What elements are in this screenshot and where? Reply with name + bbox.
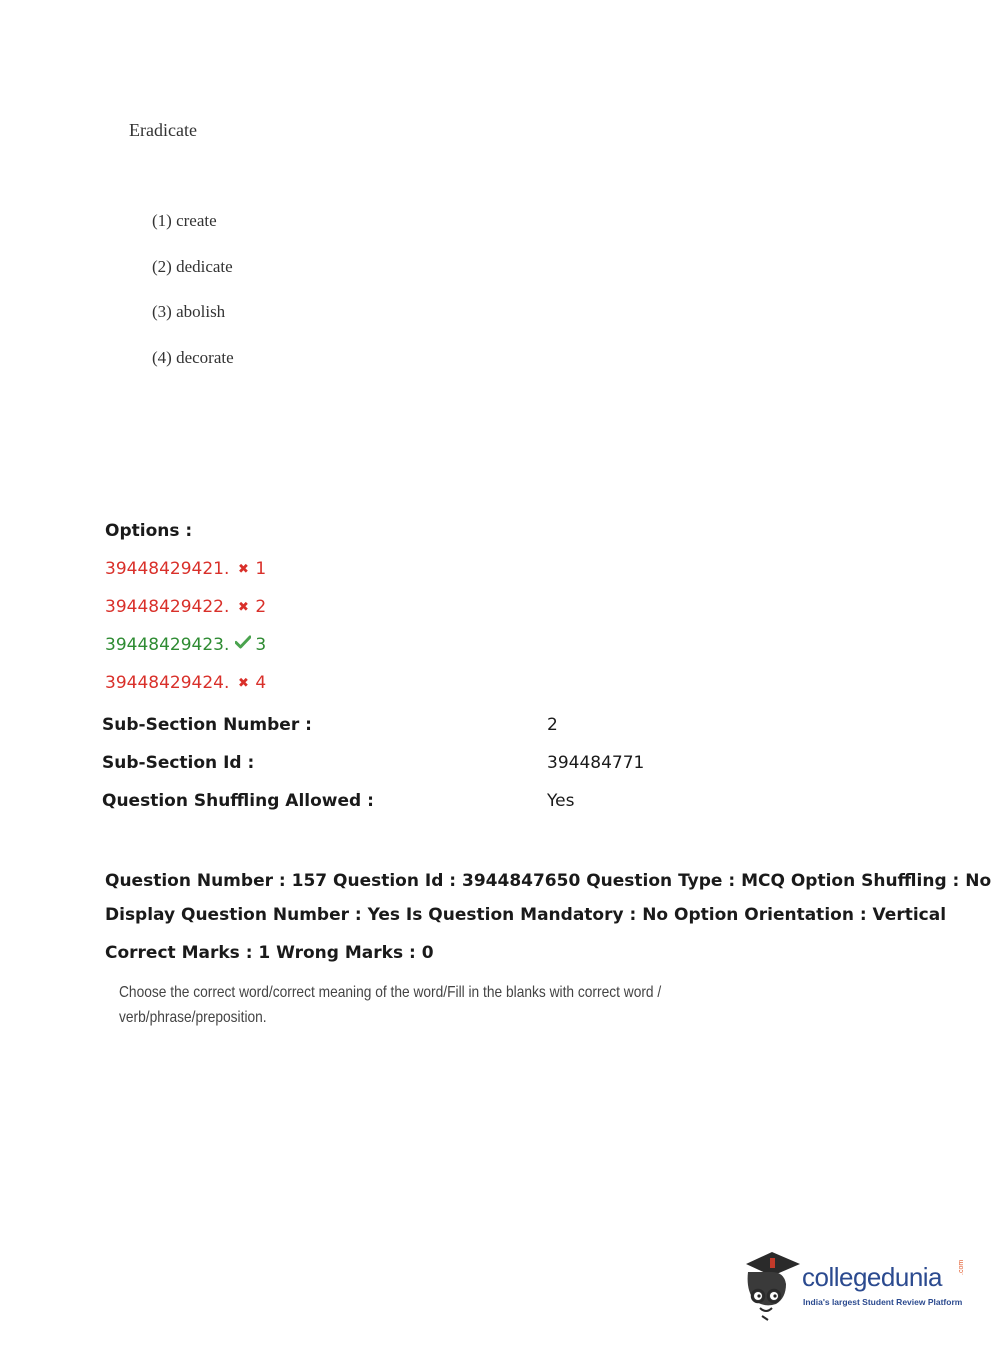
question-instruction-line-1: Choose the correct word/correct meaning of the word/Fill in the blanks with correct word / bbox=[119, 984, 662, 1001]
option-id: 39448429422. bbox=[105, 597, 230, 617]
option-row bbox=[105, 673, 266, 693]
sub-section-number-label: Sub-Section Number : bbox=[102, 715, 312, 735]
mascot-icon bbox=[742, 1250, 804, 1322]
option-row bbox=[105, 635, 266, 655]
logo-suffix: .com bbox=[958, 1259, 965, 1275]
sub-section-id-label: Sub-Section Id : bbox=[102, 753, 255, 773]
question-option-3: (3) abolish bbox=[152, 302, 226, 321]
logo-wordmark: collegedunia bbox=[802, 1262, 943, 1292]
options-label: Options : bbox=[105, 521, 193, 541]
option-id: 39448429423. bbox=[105, 635, 230, 655]
option-id: 39448429424. bbox=[105, 673, 230, 693]
question-instruction-line-2: verb/phrase/preposition. bbox=[119, 1009, 267, 1026]
sub-section-number-value: 2 bbox=[547, 715, 558, 735]
checkmark-icon bbox=[235, 635, 251, 649]
question-shuffling-label: Question Shuffling Allowed : bbox=[102, 791, 374, 811]
option-value: 3 bbox=[255, 635, 267, 655]
option-row bbox=[105, 597, 266, 617]
cross-icon: ✖ bbox=[237, 676, 249, 691]
cross-icon: ✖ bbox=[237, 600, 249, 615]
option-value: 2 bbox=[255, 597, 267, 617]
question-shuffling-value: Yes bbox=[547, 791, 575, 811]
option-value: 1 bbox=[255, 559, 267, 579]
question-option-2: (2) dedicate bbox=[152, 257, 233, 276]
question-word: Eradicate bbox=[129, 120, 197, 140]
question-option-1: (1) create bbox=[152, 211, 217, 230]
question-header-line-2: Display Question Number : Yes Is Question Mandatory : No Option Orientation : Vertical bbox=[105, 905, 947, 925]
question-header-line-1: Question Number : 157 Question Id : 3944847650 Question Type : MCQ Option Shuffling : No bbox=[105, 871, 992, 891]
option-value: 4 bbox=[255, 673, 267, 693]
sub-section-id-value: 394484771 bbox=[547, 753, 645, 773]
question-marks-line: Correct Marks : 1 Wrong Marks : 0 bbox=[105, 943, 434, 963]
logo-tagline: India's largest Student Review Platform bbox=[803, 1297, 963, 1307]
option-row bbox=[105, 559, 266, 579]
question-option-4: (4) decorate bbox=[152, 348, 234, 367]
option-id: 39448429421. bbox=[105, 559, 230, 579]
cross-icon: ✖ bbox=[237, 562, 249, 577]
